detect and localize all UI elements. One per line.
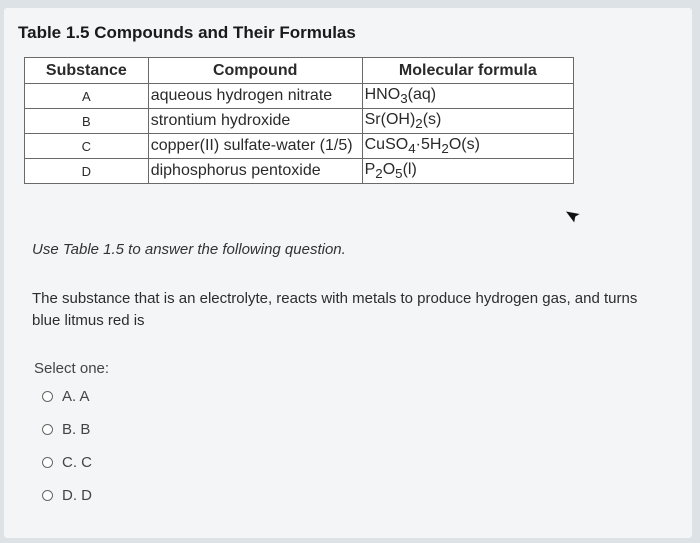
option-label: A. A (62, 388, 90, 405)
compound-cell: strontium hydroxide (148, 109, 362, 134)
substance-cell: B (25, 109, 149, 134)
header-formula: Molecular formula (362, 58, 573, 84)
formula-cell: $CuSO_4\cdot 5H_2O(s)$ (362, 134, 573, 159)
radio-icon[interactable] (42, 391, 53, 402)
radio-icon[interactable] (42, 490, 53, 501)
table-row (25, 84, 574, 109)
header-substance: Substance (25, 58, 149, 84)
formula-cell: $P_2O_5(l)$ (362, 159, 573, 184)
table-row (25, 109, 574, 134)
table-row (25, 134, 574, 159)
option-a[interactable] (42, 388, 90, 405)
mouse-pointer-icon (566, 206, 582, 226)
radio-icon[interactable] (42, 457, 53, 468)
compounds-table (24, 57, 574, 184)
table-title: Table 1.5 Compounds and Their Formulas (18, 23, 356, 42)
option-label: C. C (62, 454, 92, 471)
option-b[interactable] (42, 421, 90, 438)
compound-cell: copper(II) sulfate-water (1/5) (148, 134, 362, 159)
table-row (25, 159, 574, 184)
substance-cell: D (25, 159, 149, 184)
header-compound: Compound (148, 58, 362, 84)
formula-cell: $HNO_3(aq)$ (362, 84, 573, 109)
compound-cell: aqueous hydrogen nitrate (148, 84, 362, 109)
question-reference: Use Table 1.5 to answer the following question. (32, 241, 346, 258)
select-one-label: Select one: (34, 360, 110, 377)
radio-icon[interactable] (42, 424, 53, 435)
option-c[interactable] (42, 454, 92, 471)
substance-cell: A (25, 84, 149, 109)
compound-cell: diphosphorus pentoxide (148, 159, 362, 184)
substance-cell: C (25, 134, 149, 159)
option-label: D. D (62, 487, 92, 504)
question-text: The substance that is an electrolyte, reacts with metals to produce hydrogen gas, and turns blue litmus red is (32, 290, 638, 329)
option-d[interactable] (42, 487, 92, 504)
formula-cell: $Sr(OH)_2(s)$ (362, 109, 573, 134)
table-header-row (25, 58, 574, 84)
option-label: B. B (62, 421, 91, 438)
